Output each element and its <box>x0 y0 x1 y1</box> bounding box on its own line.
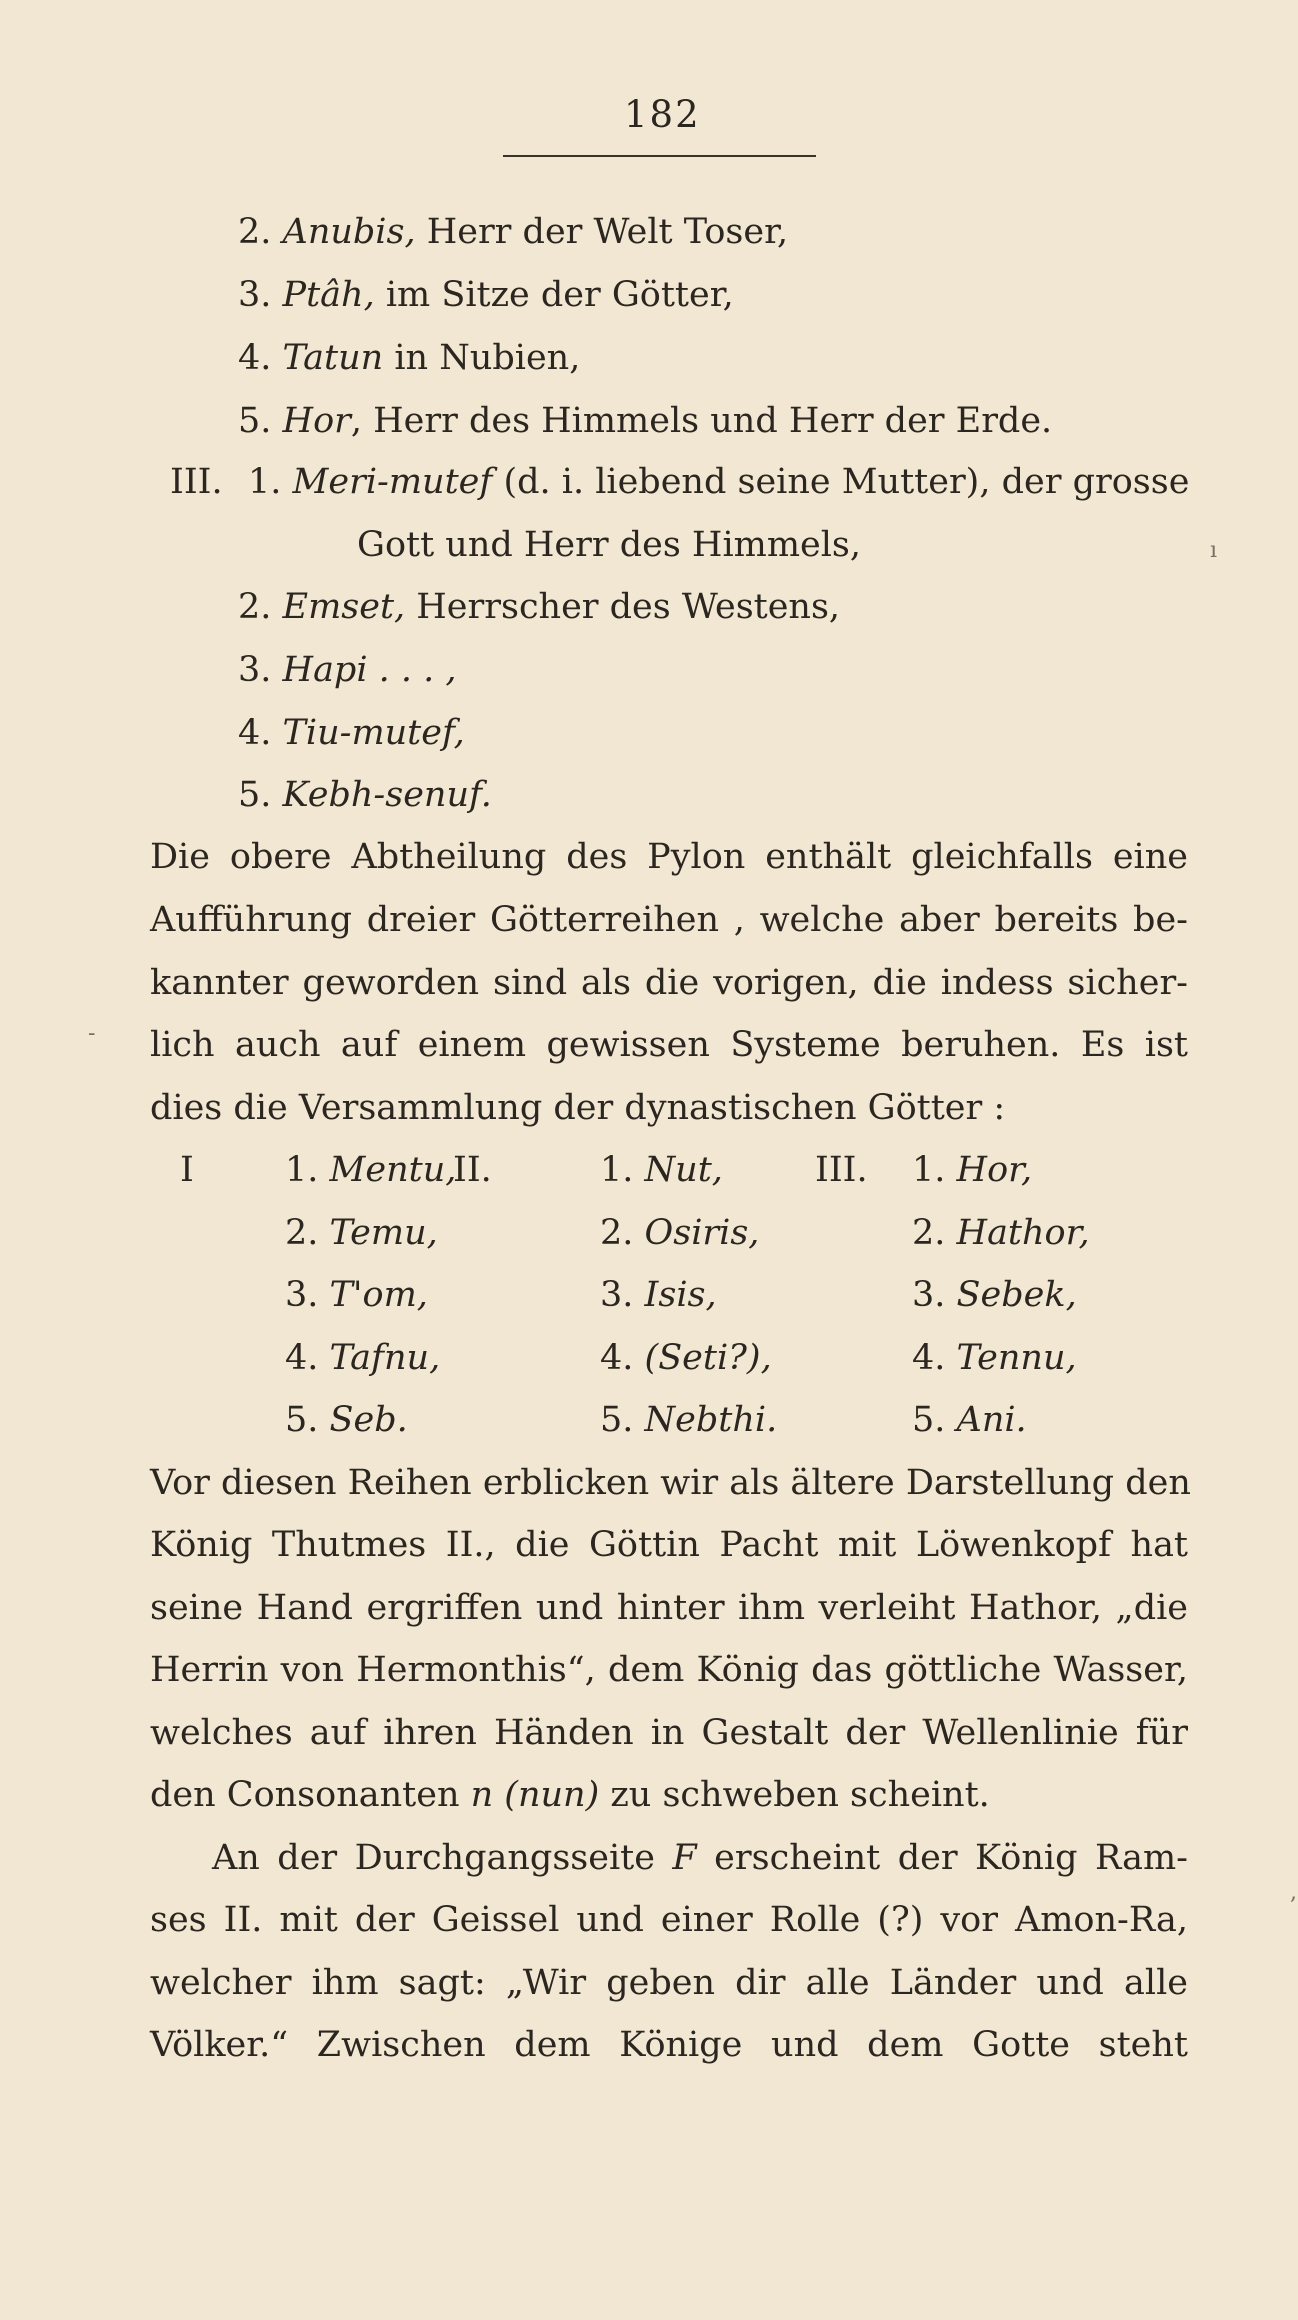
paragraph-line: lich auch auf einem gewissen Systeme beruhen. Es ist <box>150 1025 1188 1065</box>
god-list-item: 4. Tennu, <box>912 1338 1077 1378</box>
god-list-item: 2. Osiris, <box>600 1213 760 1253</box>
list-item: 1. Meri-mutef (d. i. liebend seine Mutter), der grosse <box>248 462 1190 502</box>
group-roman-numeral: III. <box>170 462 223 502</box>
god-list-item: 1. Mentu, <box>285 1150 457 1190</box>
paragraph-line: Herrin von Hermonthis“, dem König das göttliche Wasser, <box>150 1650 1188 1690</box>
margin-speck: , <box>1290 1880 1297 1905</box>
margin-speck: ı <box>1210 538 1218 563</box>
header-rule <box>503 155 816 157</box>
paragraph-line: den Consonanten n (nun) zu schweben scheint. <box>150 1775 990 1815</box>
paragraph-line: Vor diesen Reihen erblicken wir als ältere Darstellung den <box>150 1463 1191 1503</box>
god-list-item: 2. Hathor, <box>912 1213 1090 1253</box>
paragraph-line: welcher ihm sagt: „Wir geben dir alle Länder und alle <box>150 1963 1188 2003</box>
god-list-item: 4. (Seti?), <box>600 1338 772 1378</box>
god-list-item: 1. Hor, <box>912 1150 1033 1190</box>
paragraph-line: An der Durchgangsseite F erscheint der König Ram- <box>212 1838 1188 1878</box>
god-list-item: 4. Tafnu, <box>285 1338 441 1378</box>
list-item: 4. Tiu-mutef, <box>238 713 465 753</box>
god-list-item: 5. Nebthi. <box>600 1400 778 1440</box>
paragraph-line: dies die Versammlung der dynastischen Götter : <box>150 1088 1006 1128</box>
god-list-item: 3. Isis, <box>600 1275 717 1315</box>
list-item: 2. Anubis, Herr der Welt Toser, <box>238 212 789 252</box>
page-number: 182 <box>624 93 701 136</box>
god-list-item: 5. Ani. <box>912 1400 1027 1440</box>
column-roman-numeral: I <box>180 1150 194 1190</box>
column-roman-numeral: II. <box>453 1150 492 1190</box>
paragraph-line: Die obere Abtheilung des Pylon enthält gleichfalls eine <box>150 837 1188 877</box>
list-item-continuation: Gott und Herr des Himmels, <box>357 525 862 565</box>
paragraph-line: seine Hand ergriffen und hinter ihm verleiht Hathor, „die <box>150 1588 1188 1628</box>
paragraph-line: kannter geworden sind als die vorigen, die indess sicher- <box>150 963 1188 1003</box>
list-item: 3. Ptâh, im Sitze der Götter, <box>238 275 734 315</box>
god-list-item: 2. Temu, <box>285 1213 438 1253</box>
list-item: 4. Tatun in Nubien, <box>238 338 581 378</box>
god-list-item: 1. Nut, <box>600 1150 723 1190</box>
paragraph-line: Völker.“ Zwischen dem Könige und dem Gotte steht <box>150 2025 1188 2065</box>
list-item: 2. Emset, Herrscher des Westens, <box>238 587 841 627</box>
god-list-item: 3. T'om, <box>285 1275 428 1315</box>
list-item: 5. Kebh-senuf. <box>238 775 492 815</box>
paragraph-line: Aufführung dreier Götterreihen , welche aber bereits be- <box>150 900 1188 940</box>
list-item: 3. Hapi . . . , <box>238 650 457 690</box>
list-item: 5. Hor, Herr des Himmels und Herr der Erde. <box>238 401 1053 441</box>
paragraph-line: ses II. mit der Geissel und einer Rolle (?) vor Amon-Ra, <box>150 1900 1188 1940</box>
paragraph-line: welches auf ihren Händen in Gestalt der Wellenlinie für <box>150 1713 1188 1753</box>
margin-speck: - <box>88 1021 96 1046</box>
column-roman-numeral: III. <box>815 1150 868 1190</box>
god-list-item: 3. Sebek, <box>912 1275 1077 1315</box>
paragraph-line: König Thutmes II., die Göttin Pacht mit Löwenkopf hat <box>150 1525 1188 1565</box>
god-list-item: 5. Seb. <box>285 1400 408 1440</box>
